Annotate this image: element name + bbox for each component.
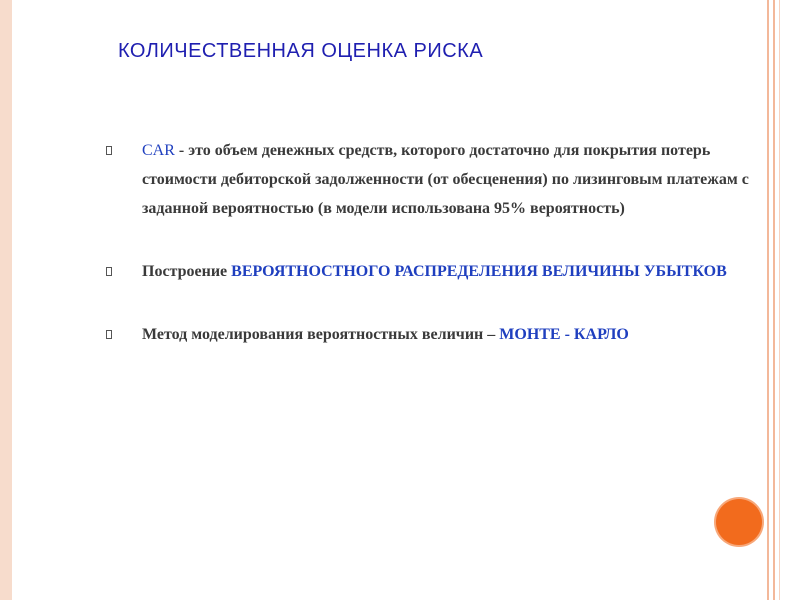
left-decor-bar: [0, 0, 12, 600]
bullet-accent: ВЕРОЯТНОСТНОГО РАСПРЕДЕЛЕНИЯ ВЕЛИЧИНЫ УБЫТКОВ: [231, 263, 727, 280]
bullet-car-definition: [104, 136, 768, 223]
bullet-marker-icon: [106, 146, 112, 155]
right-decor-bar: [766, 0, 800, 600]
right-decor-line: [779, 0, 780, 600]
decor-circle-icon: [716, 499, 762, 545]
bullet-text: Построение: [142, 263, 232, 280]
bullet-accent: МОНТЕ - КАРЛО: [499, 326, 629, 343]
bullet-marker-icon: [106, 267, 112, 276]
bullet-monte-carlo: [104, 320, 768, 349]
bullet-marker-icon: [106, 330, 112, 339]
right-decor-line: [773, 0, 775, 600]
bullet-text: Метод моделирования вероятностных величин –: [142, 326, 500, 343]
bullet-accent: CAR: [142, 142, 175, 159]
bullet-text: - это объем денежных средств, которого достаточно для покрытия потерь стоимости дебиторской задолженности (от обесценения) по лизинговым платежам с заданной вероятностью (в модели использована 95% вероятность): [142, 142, 749, 217]
bullet-distribution: [104, 257, 768, 286]
slide-title: КОЛИЧЕСТВЕННАЯ ОЦЕНКА РИСКА: [118, 40, 484, 62]
bullet-list: [104, 136, 768, 349]
